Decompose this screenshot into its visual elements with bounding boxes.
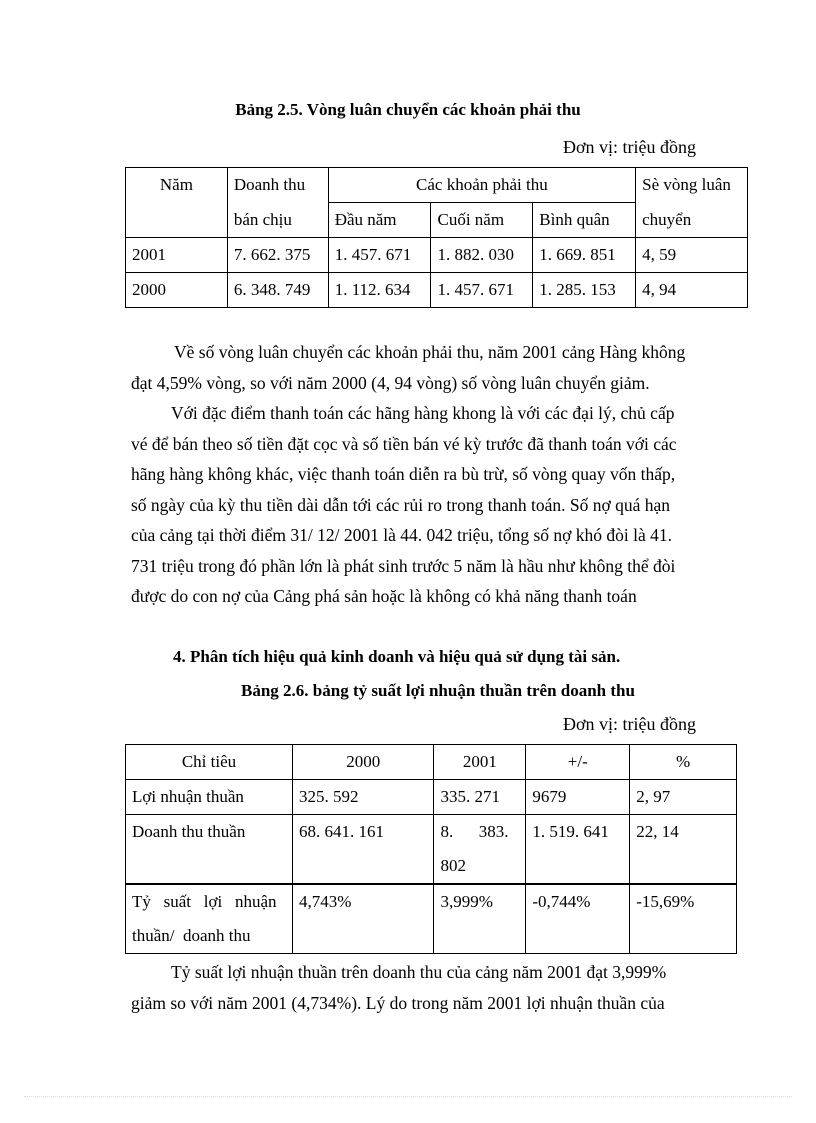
paragraph-line: được do con nợ của Cảng phá sản hoặc là không có khả năng thanh toán	[131, 586, 637, 606]
table1-cell: 7. 662. 375	[227, 238, 328, 273]
table2-header-cell: %	[630, 745, 737, 780]
table2-cell: 68. 641. 161	[292, 815, 434, 885]
table2-cell	[434, 815, 526, 885]
table2-cell-line: 802	[440, 856, 466, 875]
table2-unit: Đơn vị: triệu đồng	[563, 714, 697, 734]
table2-cell-line: Tỷ suất lợi nhuận	[132, 892, 277, 911]
table1-cell: 1. 669. 851	[533, 238, 636, 273]
table1-header-khoan-phai-thu: Các khoản phải thu	[328, 168, 635, 203]
table2-cell: 22, 14	[630, 815, 737, 885]
table1-receivables-turnover	[125, 167, 748, 308]
table1-header-so-vong-1: Sè vòng luân	[636, 168, 748, 203]
table2-cell: -15,69%	[630, 884, 737, 954]
table-row	[126, 780, 737, 815]
table1-cell: 1. 457. 671	[431, 273, 533, 308]
table2-cell: 4,743%	[292, 884, 434, 954]
table1-cell: 1. 457. 671	[328, 238, 431, 273]
table1-header-doanh-thu-1: Doanh thu	[227, 168, 328, 203]
paragraph-line: hãng hàng không khác, việc thanh toán diễn ra bù trừ, số vòng quay vốn thấp,	[131, 464, 676, 484]
table2-cell	[126, 884, 293, 954]
table1-cell: 2000	[126, 273, 228, 308]
paragraph-3	[131, 957, 728, 1018]
table2-cell: 325. 592	[292, 780, 434, 815]
paragraph-line: Với đặc điểm thanh toán các hãng hàng khong là với các đại lý, chủ cấp	[171, 403, 675, 423]
paragraph-2	[131, 398, 728, 612]
table2-header-cell: 2000	[292, 745, 434, 780]
table2-cell: 335. 271	[434, 780, 526, 815]
table1-title: Bảng 2.5. Vòng luân chuyển các khoản phải thu	[235, 100, 581, 119]
table2-cell: 2, 97	[630, 780, 737, 815]
table2-cell-line: 8. 383.	[440, 822, 509, 841]
paragraph-line: của cảng tại thời điểm 31/ 12/ 2001 là 44. 042 triệu, tổng số nợ khó đòi là 41.	[131, 525, 672, 545]
table1-cell: 6. 348. 749	[227, 273, 328, 308]
table1-header-cuoi-nam: Cuối năm	[431, 203, 533, 238]
table1-cell: 2001	[126, 238, 228, 273]
section-heading: 4. Phân tích hiệu quả kinh doanh và hiệu quả sử dụng tài sản.	[173, 647, 621, 666]
table1-header-so-vong-2: chuyển	[636, 203, 748, 238]
table-row	[126, 273, 748, 308]
table2-cell: 1. 519. 641	[526, 815, 630, 885]
paragraph-1	[131, 337, 728, 398]
table1-cell: 1. 285. 153	[533, 273, 636, 308]
table1-cell: 4, 94	[636, 273, 748, 308]
paragraph-line: 731 triệu trong đó phần lớn là phát sinh trước 5 năm là hầu như không thể đòi	[131, 555, 676, 576]
paragraph-line: vé để bán theo số tiền đặt cọc và số tiền bán vé kỳ trước đã thanh toán với các	[131, 433, 677, 454]
table1-header-binh-quan: Bình quân	[533, 203, 636, 238]
table-row	[126, 884, 737, 954]
table2-cell: Lợi nhuận thuần	[126, 780, 293, 815]
table-row	[126, 238, 748, 273]
table2-profit-margin	[125, 744, 737, 954]
paragraph-line: giảm so với năm 2001 (4,734%). Lý do trong năm 2001 lợi nhuận thuần của	[131, 992, 665, 1013]
table2-cell: -0,744%	[526, 884, 630, 954]
table2-header-cell: +/-	[526, 745, 630, 780]
table1-header-nam: Năm	[126, 168, 228, 238]
table2-title: Bảng 2.6. bảng tỷ suất lợi nhuận thuần trên doanh thu	[241, 681, 635, 700]
table1-header-row-1	[126, 168, 748, 203]
table1-header-dau-nam: Đầu năm	[328, 203, 431, 238]
table1-unit: Đơn vị: triệu đồng	[563, 137, 697, 157]
table1-header-doanh-thu-2: bán chịu	[227, 203, 328, 238]
table2-cell-line: thuần/ doanh thu	[132, 926, 251, 945]
table2-header-cell: 2001	[434, 745, 526, 780]
table2-cell: 9679	[526, 780, 630, 815]
table1-cell: 1. 112. 634	[328, 273, 431, 308]
table1-cell: 4, 59	[636, 238, 748, 273]
paragraph-line: số ngày của kỳ thu tiền dài dẫn tới các rủi ro trong thanh toán. Số nợ quá hạn	[131, 494, 671, 515]
page-bottom-divider	[24, 1096, 792, 1097]
table2-header-row	[126, 745, 737, 780]
paragraph-line: đạt 4,59% vòng, so với năm 2000 (4, 94 vòng) số vòng luân chuyển giảm.	[131, 372, 650, 393]
table2-cell: Doanh thu thuần	[126, 815, 293, 885]
paragraph-line: Tỷ suất lợi nhuận thuần trên doanh thu của cảng năm 2001 đạt 3,999%	[171, 962, 667, 982]
table1-cell: 1. 882. 030	[431, 238, 533, 273]
table2-cell: 3,999%	[434, 884, 526, 954]
paragraph-line: Về số vòng luân chuyển các khoản phải thu, năm 2001 cảng Hàng không	[174, 342, 686, 362]
table2-header-cell: Chỉ tiêu	[126, 745, 293, 780]
table-row	[126, 815, 737, 885]
